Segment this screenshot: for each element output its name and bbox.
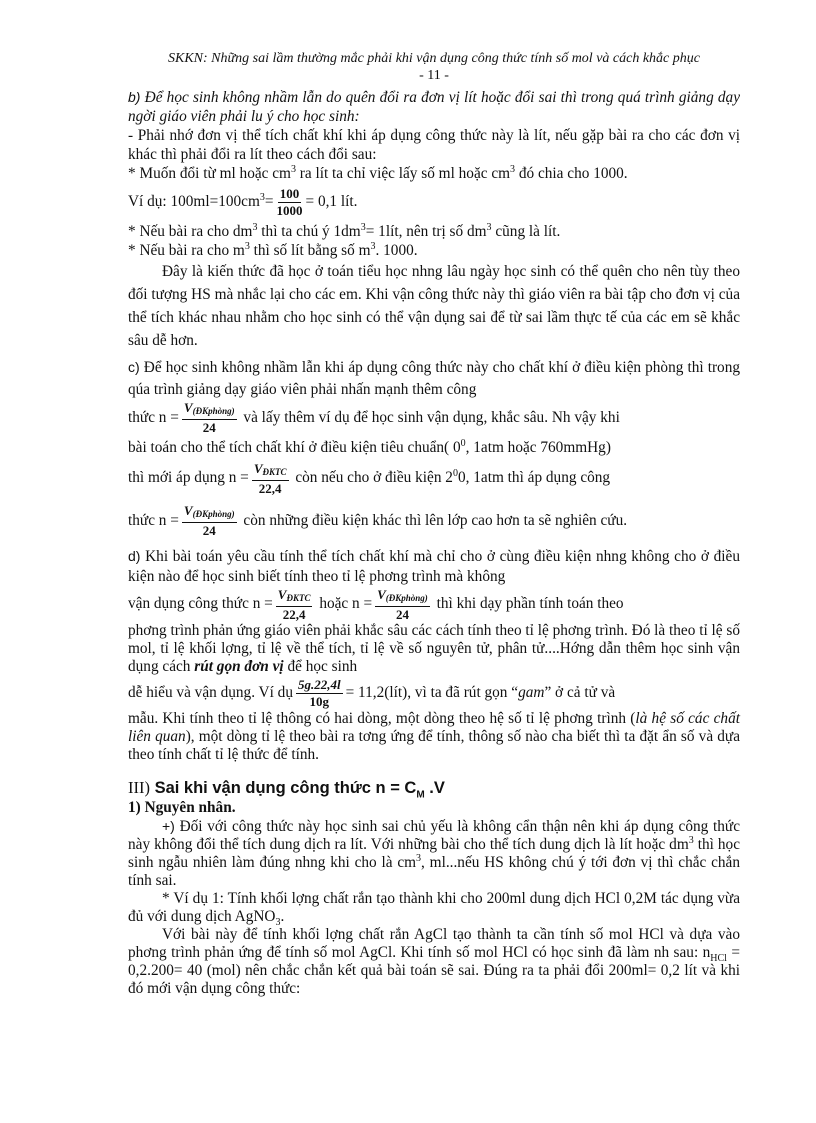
section-c-p2: bài toán cho thể tích chất khí ở điều kiện tiêu chuẩn( $0^0$, 1atm hoặc 760mmHg)	[128, 438, 611, 457]
section-d-marker: d)	[128, 548, 141, 565]
section-b-p3: * Nếu bài ra cho $dm^3$ thì ta chú ý $1dm^3=$ 1lít, nên trị số $dm^3$ cũng là lít.	[128, 221, 561, 240]
section-d-formula: vận dụng công thức n = $\frac{V_{ĐKTC}}{22,4}$ hoặc n = $\frac{V_{(ĐKphòng)}}{24}$ thì khi dạy phần tính toán theo	[128, 586, 624, 622]
section-c-p1: c) Để học sinh không nhầm lẫn khi áp dụng công thức này cho chất khí ở điều kiện phòng thì trong qúa trình giảng dạy giáo viên phải nhấn mạnh thêm công	[128, 359, 740, 398]
section-b-marker: b)	[128, 89, 141, 105]
fraction-v-dkphong-over-24-c: $\frac{V_{(ĐKphòng)}}{24}$	[377, 586, 428, 622]
page-number: - 11 -	[419, 68, 449, 83]
section-c-marker: c)	[128, 359, 140, 375]
running-header: SKKN: Những sai lầm thường mắc phải khi vận dụng công thức tính số mol và cách khắc phục	[168, 51, 700, 66]
fraction-v-dktc-over-22-4-b: $\frac{V_{ĐKTC}}{22,4}$	[277, 586, 311, 622]
section-b-p1: - Phải nhớ đơn vị thể tích chất khí khi áp dụng công thức này là lít, nếu gặp bài ra cho các đơn vị khác thì phải đổi ra lít theo cách đổi sau:	[128, 127, 740, 163]
fraction-v-dktc-over-22-4: $\frac{V_{ĐKTC}}{22,4}$	[253, 460, 287, 496]
section-iii-p1: +) Đối với công thức này học sinh sai chủ yếu là không cẩn thận nên khi áp dụng công thức này không đổi thể tích dung dịch ra lít. Với những bài cho thể tích dung dịch là lít hoặc $dm^3$ thì học sinh ngẫu nhiên làm đúng nhng khi cho là $cm^3$, ml...nếu HS không chú ý tới đơn vị thì chắc chắn tính sai.	[128, 817, 740, 889]
fraction-5g-22-4l-over-10g: $\frac{5g.22,4l}{10g}$	[297, 676, 341, 709]
section-d-p2: phơng trình phản ứng giáo viên phải khắc sâu các cách tính theo tỉ lệ phơng trình. Đó là theo tỉ lệ số mol, tỉ lệ khối lợng, tỉ lệ về thể tích, tỉ lệ về số nguyên tử, phân tử....Hớng dẫn thêm học sinh vận dụng cách rút gọn đơn vị để học sinh	[128, 621, 740, 675]
section-c-formula-2: thì mới áp dụng n = $\frac{V_{ĐKTC}}{22,4}$ còn nếu cho ở điều kiện $2^00$, 1atm thì áp dụng công	[128, 460, 611, 496]
fraction-100-over-1000: $\frac{100}{1000}$	[276, 186, 303, 218]
section-b-example: Ví dụ: $100ml=100cm^3=$ $\frac{100}{1000}$ = 0,1 lít.	[128, 186, 358, 218]
section-c-formula-1: thức n = $\frac{V_{(ĐKphòng)}}{24}$ và lấy thêm ví dụ để học sinh vận dụng, khắc sâu. Nh vậy khi	[128, 400, 620, 436]
section-b-p2: * Muốn đổi từ ml hoặc $cm^3$ ra lít ta chỉ việc lấy số ml hoặc $cm^3$ đó chia cho 1000.	[128, 163, 628, 182]
document-page	[128, 50, 740, 998]
section-d-p3: mẫu. Khi tính theo tỉ lệ thông có hai dòng, một dòng theo hệ số tỉ lệ phơng trình (là hệ số các chất liên quan), một dòng tỉ lệ theo bài ra tơng ứng để tính, thông số nào cha biết thì ta đặt ẩn số và dựa theo tính chất tỉ lệ thức để tính.	[128, 709, 740, 763]
section-b-p5: Đây là kiến thức đã học ở toán tiểu học nhng lâu ngày học sinh có thể quên cho nên tùy theo đối tượng HS mà nhắc lại cho các em. Khi vận công thức này thì giáo viên ra bài tập cho đơn vị của thể tích khác nhau nhằm cho học sinh có thể vận dụng sai để từ sai lầm thực tế của các em sẽ khắc sâu dễ hơn.	[128, 263, 740, 349]
fraction-v-dkphong-over-24-b: $\frac{V_{(ĐKphòng)}}{24}$	[183, 503, 235, 539]
section-b-p4: * Nếu bài ra cho $m^3$ thì số lít bằng số $m^3$. 1000.	[128, 240, 418, 259]
section-iii-p3: Với bài này để tính khối lợng chất rắn AgCl tạo thành ta cần tính số mol HCl và dựa vào phơng trình phản ứng để tính số mol AgCl. Khi tính số mol HCl có học sinh đã làm nh sau: $n_{HCl} = 0,2.200= 40$ (mol) nên chắc chắn kết quả bài toán sẽ sai. Đúng ra ta phải đổi 200ml= 0,2 lít và khi đó mới vận dụng công thức:	[128, 925, 741, 997]
section-iii-subheading: 1) Nguyên nhân.	[128, 798, 236, 816]
section-d-p1: d) Khi bài toán yêu cầu tính thể tích chất khí mà chỉ cho ở cùng điều kiện nhng không cho ở điều kiện nào để học sinh biết tính theo tỉ lệ phơng trình mà không	[128, 548, 740, 586]
section-iii-heading: III) Sai khi vận dụng công thức $n = C_M$ .V	[128, 777, 445, 801]
section-iii-example-1: * Ví dụ 1: Tính khối lợng chất rắn tạo thành khi cho 200ml dung dịch HCl 0,2M tác dụng vừa đủ với dung dịch AgNO$_3$.	[128, 889, 740, 928]
section-d-example: dễ hiểu và vận dụng. Ví dụ $\frac{5g.22,4l}{10g}$ = 11,2(lít), vì ta đã rút gọn “gam” ở cả tử và	[128, 676, 616, 709]
section-c-formula-3: thức n = $\frac{V_{(ĐKphòng)}}{24}$ còn những điều kiện khác thì lên lớp cao hơn ta sẽ nghiên cứu.	[128, 503, 628, 539]
fraction-v-dkphong-over-24: $\frac{V_{(ĐKphòng)}}{24}$	[183, 400, 235, 436]
section-b-lead: b) Để học sinh không nhầm lẫn do quên đổi ra đơn vị lít hoặc đổi sai thì trong quá trình giảng dạy ngời giáo viên phải lu ý cho học sinh:	[128, 89, 740, 125]
